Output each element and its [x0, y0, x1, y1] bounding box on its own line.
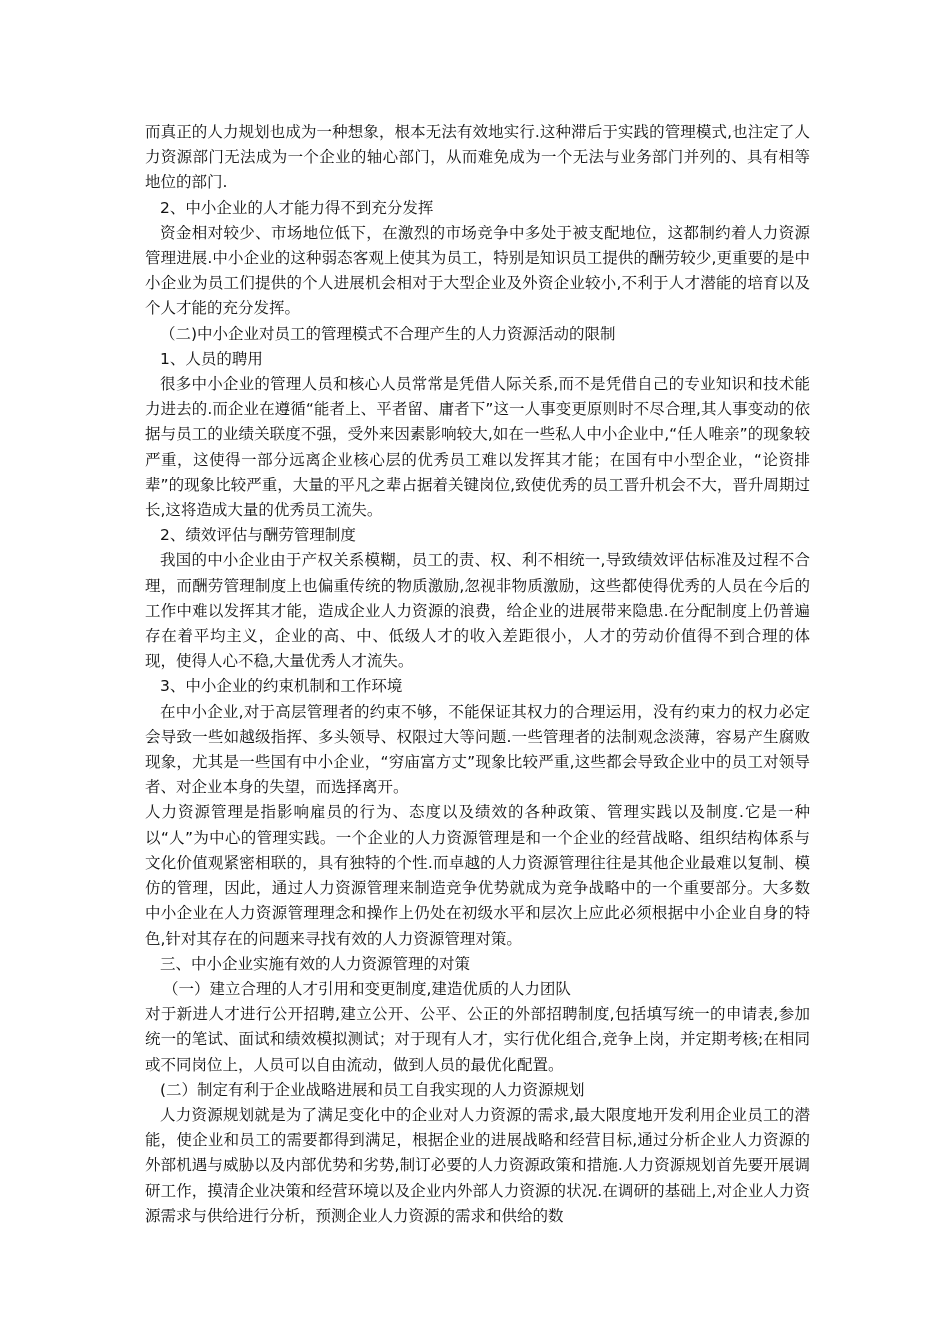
section-heading: 3、中小企业的约束机制和工作环境: [160, 677, 403, 696]
section-heading: 1、人员的聘用: [160, 349, 263, 368]
paragraph: 人力资源管理是指影响雇员的行为、态度以及绩效的各种政策、管理实践以及制度.它是一种以“人”为中心的管理实践。一个企业的人力资源管理是和一个企业的经营战略、组织结构体系与文化价值观紧密相联的，具有独特的个性.而卓越的人力资源管理往往是其他企业最难以复制、模仿的管理，因此，通过人力资源管理来制造竞争优势就成为竞争战略中的一个重要部分。大多数中小企业在人力资源管理理念和操作上仍处在初级水平和层次上应此必须根据中小企业自身的特色,针对其存在的问题来寻找有效的人力资源管理对策。: [145, 803, 810, 948]
document-body: [145, 120, 810, 1229]
paragraph: 很多中小企业的管理人员和核心人员常常是凭借人际关系,而不是凭借自己的专业知识和技术能力进去的.而企业在遵循“能者上、平者留、庸者下”这一人事变更原则时不尽合理,其人事变动的依据与员工的业绩关联度不强，受外来因素影响较大,如在一些私人中小企业中,“任人唯亲”的现象较严重，这使得一部分远离企业核心层的优秀员工难以发挥其才能；在国有中小型企业，“论资排辈”的现象比较严重，大量的平凡之辈占据着关键岗位,致使优秀的员工晋升机会不大，晋升周期过长,这将造成大量的优秀员工流失。: [145, 375, 810, 520]
section-heading: （二)中小企业对员工的管理模式不合理产生的人力资源活动的限制: [160, 324, 616, 343]
paragraph: 我国的中小企业由于产权关系模糊，员工的责、权、利不相统一,导致绩效评估标准及过程不合理，而酬劳管理制度上也偏重传统的物质激励,忽视非物质激励，这些都使得优秀的人员在今后的工作中难以发挥其才能，造成企业人力资源的浪费，给企业的进展带来隐患.在分配制度上仍普遍存在着平均主义，企业的高、中、低级人才的收入差距很小，人才的劳动价值得不到合理的体现，使得人心不稳,大量优秀人才流失。: [145, 551, 810, 671]
paragraph: 资金相对较少、市场地位低下，在激烈的市场竞争中多处于被支配地位，这都制约着人力资源管理进展.中小企业的这种弱态客观上使其为员工，特别是知识员工提供的酬劳较少,更重要的是中小企业为员工们提供的个人进展机会相对于大型企业及外资企业较小,不利于人才潜能的培育以及个人才能的充分发挥。: [145, 223, 810, 318]
paragraph: 而真正的人力规划也成为一种想象，根本无法有效地实行.这种滞后于实践的管理模式,也注定了人力资源部门无法成为一个企业的轴心部门，从而难免成为一个无法与业务部门并列的、具有相等地位的部门.: [145, 123, 810, 192]
section-heading: 2、绩效评估与酬劳管理制度: [160, 526, 356, 545]
section-heading: 三、中小企业实施有效的人力资源管理的对策: [160, 954, 471, 973]
paragraph: 对于新进人才进行公开招聘,建立公开、公平、公正的外部招聘制度,包括填写统一的申请表,参加统一的笔试、面试和绩效模拟测试；对于现有人才，实行优化组合,竞争上岗，并定期考核;在相同或不同岗位上，人员可以自由流动，做到人员的最优化配置。: [145, 1005, 810, 1074]
paragraph: 在中小企业,对于高层管理者的约束不够，不能保证其权力的合理运用，没有约束力的权力必定会导致一些如越级指挥、多头领导、权限过大等问题.一些管理者的法制观念淡薄，容易产生腐败现象，尤其是一些国有中小企业，“穷庙富方丈”现象比较严重,这些都会导致企业中的员工对领导者、对企业本身的失望，而选择离开。: [145, 702, 810, 797]
section-heading: （一）建立合理的人才引用和变更制度,建造优质的人力团队: [163, 979, 571, 998]
paragraph: 人力资源规划就是为了满足变化中的企业对人力资源的需求,最大限度地开发利用企业员工的潜能，使企业和员工的需要都得到满足，根据企业的进展战略和经营目标,通过分析企业人力资源的外部机遇与威胁以及内部优势和劣势,制订必要的人力资源政策和措施.人力资源规划首先要开展调研工作，摸清企业决策和经营环境以及企业内外部人力资源的状况.在调研的基础上,对企业人力资源需求与供给进行分析，预测企业人力资源的需求和供给的数: [145, 1105, 810, 1225]
section-heading: (二）制定有利于企业战略进展和员工自我实现的人力资源规划: [160, 1080, 585, 1099]
section-heading: 2、中小企业的人才能力得不到充分发挥: [160, 198, 434, 217]
